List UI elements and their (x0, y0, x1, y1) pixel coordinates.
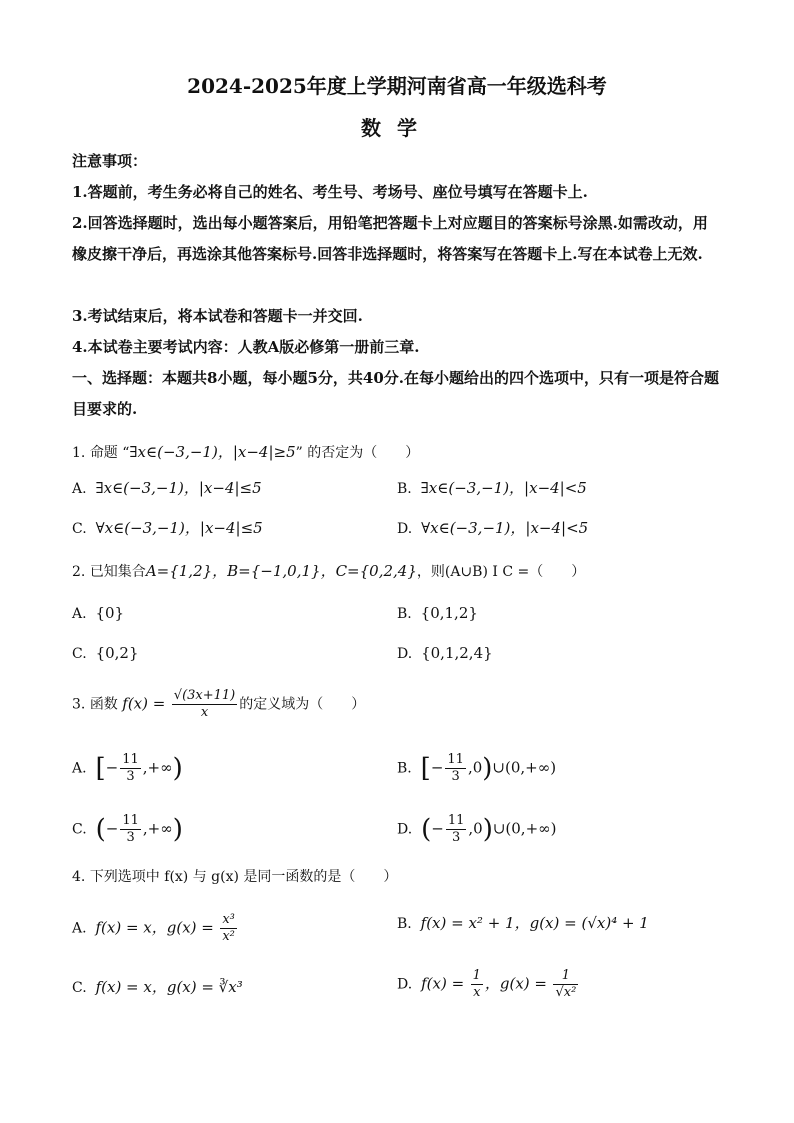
fraction (471, 968, 483, 1001)
option-label: B. (397, 481, 412, 497)
option-text: f(x) = x，g(x) = ∛x³ (95, 978, 243, 996)
question-stem-prefix: 命题 “ (89, 445, 130, 461)
option-text: {0} (95, 604, 125, 622)
left-bracket: ( (95, 814, 106, 845)
fraction-numerator: 1 (472, 968, 481, 983)
q4-option-d[interactable] (397, 968, 580, 1001)
option-text: ∀x∈(−3,−1)，|x−4|≤5 (95, 519, 263, 537)
option-label: A. (72, 606, 87, 622)
option-text: {0,1,2,4} (421, 644, 493, 662)
fraction (446, 813, 467, 846)
notice-item-1: 1.答题前，考生务必将自己的姓名、考生号、考场号、座位号填写在答题卡上. (72, 183, 588, 201)
option-label: C. (72, 980, 87, 996)
interval-end: ,0 (467, 758, 483, 777)
option-label: B. (397, 760, 412, 777)
function-fraction (172, 688, 237, 721)
fraction-denominator: x (473, 985, 481, 1000)
q2-option-d[interactable] (397, 642, 493, 665)
fraction (120, 752, 141, 785)
fraction-2 (553, 968, 578, 1001)
function-name: f(x) = (122, 694, 166, 713)
option-label: A. (72, 760, 87, 777)
fraction-numerator: x³ (222, 912, 235, 927)
question-3 (72, 688, 365, 721)
option-text: f(x) = x² + 1，g(x) = (√x)⁴ + 1 (420, 914, 649, 932)
option-label: B. (397, 606, 412, 622)
question-stem-suffix: ” 的否定为（ ） (295, 445, 420, 461)
option-label: D. (397, 646, 413, 662)
question-number: 1. (72, 445, 86, 461)
exam-title: 2024-2025年度上学期河南省高一年级选科考 (187, 74, 607, 98)
option-label: D. (397, 976, 413, 993)
option-label: D. (397, 821, 413, 838)
question-stem-math: A={1,2}，B={−1,0,1}，C={0,2,4} (145, 562, 417, 580)
question-4 (72, 866, 397, 888)
fraction-denominator: x² (222, 929, 235, 944)
fraction-numerator: 11 (447, 813, 465, 828)
question-stem-math: ∃x∈(−3,−1)，|x−4|≥5 (129, 443, 296, 461)
option-label: B. (397, 916, 412, 932)
fraction-denominator: 3 (126, 769, 135, 784)
question-stem-prefix: 函数 (89, 696, 118, 713)
q3-option-a[interactable] (72, 752, 183, 785)
section-heading: 一、选择题：本题共8小题，每小题5分，共40分.在每小题给出的四个选项中，只有一项是符合题目要求的. (72, 369, 719, 418)
left-bracket: ( (421, 814, 432, 845)
minus-sign: − (105, 758, 119, 777)
q1-option-c[interactable] (72, 517, 263, 540)
fraction-denominator: 3 (126, 830, 135, 845)
q1-option-b[interactable] (397, 477, 587, 500)
right-bracket: ) (172, 814, 183, 845)
fraction-denominator: 3 (451, 769, 460, 784)
right-bracket: ) (482, 753, 493, 784)
minus-sign: − (431, 819, 444, 838)
q2-option-c[interactable] (72, 642, 139, 665)
fraction (120, 813, 141, 846)
option-label: A. (72, 920, 87, 937)
q2-option-a[interactable] (72, 602, 124, 625)
right-bracket: ) (172, 753, 183, 784)
notice-item-2: 2.回答选择题时，选出每小题答案后，用铅笔把答题卡上对应题目的答案标号涂黑.如需改动，用橡皮擦干净后，再选涂其他答案标号.回答非选择题时，将答案写在答题卡上.写在本试卷上无效. (72, 214, 708, 263)
interval-end: ,+∞ (142, 819, 173, 838)
notice-item-4: 4.本试卷主要考试内容：人教A版必修第一册前三章. (72, 338, 420, 356)
option-label: A. (72, 481, 87, 497)
fraction (445, 752, 466, 785)
right-bracket: ) (482, 814, 493, 845)
question-stem: 下列选项中 f(x) 与 g(x) 是同一函数的是（ ） (89, 869, 398, 885)
fraction-numerator: 11 (122, 813, 139, 828)
q2-option-b[interactable] (397, 602, 478, 625)
subject-title: 数学 (361, 116, 433, 140)
option-text: {0,1,2} (420, 604, 478, 622)
left-bracket: [ (420, 753, 431, 784)
option-text: ∃x∈(−3,−1)，|x−4|≤5 (95, 479, 262, 497)
minus-sign: − (430, 758, 444, 777)
fraction-denominator: 3 (451, 830, 461, 845)
q3-option-b[interactable] (397, 752, 556, 785)
option-label: C. (72, 646, 87, 662)
option-text-2: ，g(x) = (484, 974, 547, 993)
minus-sign: − (105, 819, 119, 838)
question-stem-suffix: ，则(A∪B) I C =（ ） (416, 564, 586, 580)
fraction-numerator: 1 (553, 968, 578, 985)
option-text: f(x) = (421, 974, 465, 993)
option-text: ∃x∈(−3,−1)，|x−4|<5 (420, 479, 587, 497)
fraction-denominator: x (200, 705, 209, 720)
question-1 (72, 441, 419, 464)
left-bracket: [ (95, 753, 106, 784)
notice-item-3: 3.考试结束后，将本试卷和答题卡一并交回. (72, 307, 363, 325)
q4-option-a[interactable] (72, 912, 239, 945)
union-interval: ∪(0,+∞) (492, 819, 557, 838)
q4-option-c[interactable] (72, 976, 243, 999)
fraction-numerator: √(3x+11) (173, 688, 236, 703)
interval-end: ,0 (468, 819, 483, 838)
question-number: 3. (72, 696, 86, 713)
q3-option-c[interactable] (72, 813, 183, 846)
union-interval: ∪(0,+∞) (492, 758, 557, 777)
option-text: f(x) = x，g(x) = (95, 918, 214, 937)
fraction-denominator: √x² (555, 985, 577, 1000)
fraction-numerator: 11 (447, 752, 464, 767)
question-stem-prefix: 已知集合 (89, 564, 146, 580)
fraction-numerator: 11 (122, 752, 139, 767)
option-label: C. (72, 521, 87, 537)
q1-option-a[interactable] (72, 477, 262, 500)
option-text: {0,2} (95, 644, 139, 662)
notice-heading: 注意事项： (72, 152, 148, 170)
option-text: ∀x∈(−3,−1)，|x−4|<5 (421, 519, 589, 537)
q3-option-d[interactable] (397, 813, 557, 846)
option-label: D. (397, 521, 413, 537)
question-number: 4. (72, 869, 86, 885)
q4-option-b[interactable] (397, 912, 649, 935)
question-stem-suffix: 的定义域为（ ） (239, 696, 366, 713)
q1-option-d[interactable] (397, 517, 588, 540)
option-label: C. (72, 821, 87, 838)
interval-end: ,+∞ (142, 758, 173, 777)
fraction (220, 912, 237, 945)
question-2 (72, 560, 585, 583)
question-number: 2. (72, 564, 86, 580)
